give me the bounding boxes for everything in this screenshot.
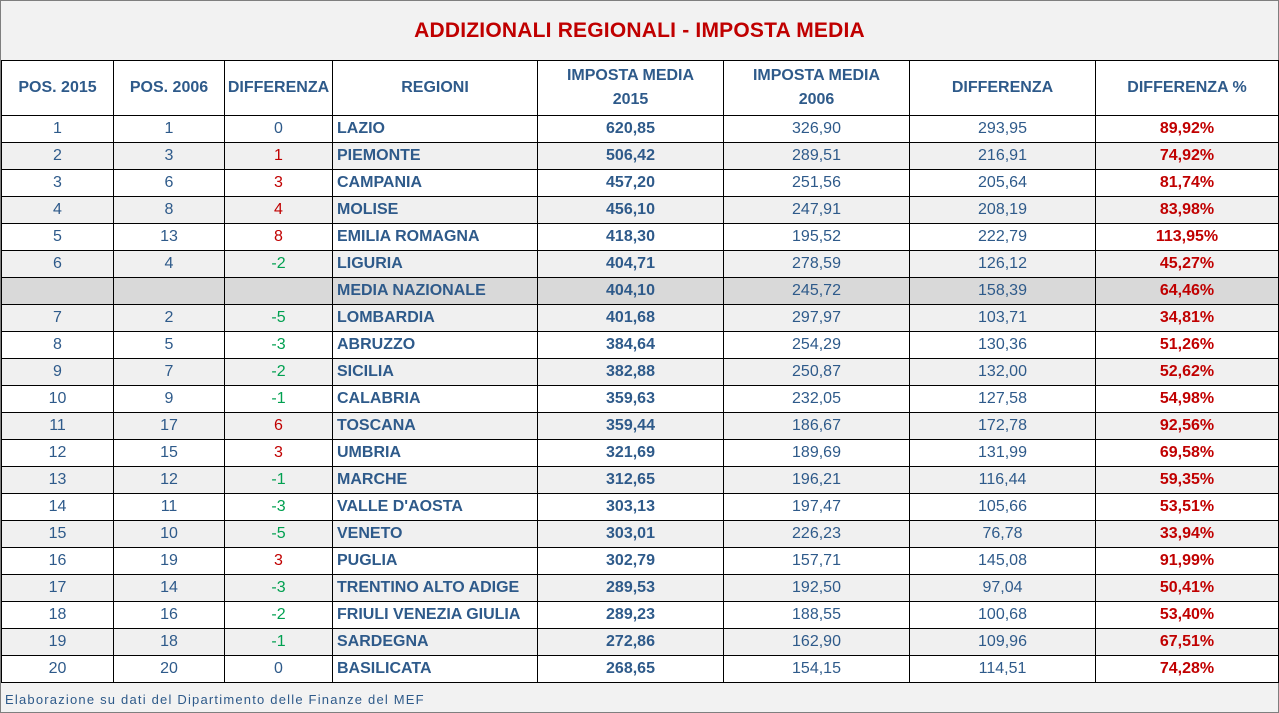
cell-pos-2015: 18 xyxy=(2,602,114,629)
cell-differenza-value: 216,91 xyxy=(910,143,1096,170)
cell-differenza-value: 145,08 xyxy=(910,548,1096,575)
cell-differenza-pos: 0 xyxy=(225,116,333,143)
cell-region: BASILICATA xyxy=(333,656,538,683)
cell-imposta-2006: 154,15 xyxy=(724,656,910,683)
cell-differenza-pos: -2 xyxy=(225,359,333,386)
cell-imposta-2006: 157,71 xyxy=(724,548,910,575)
header-imposta-2006 xyxy=(724,61,910,116)
cell-pos-2015: 14 xyxy=(2,494,114,521)
cell-differenza-pos: -3 xyxy=(225,575,333,602)
cell-region: EMILIA ROMAGNA xyxy=(333,224,538,251)
table-row xyxy=(2,197,1279,224)
cell-imposta-2006: 250,87 xyxy=(724,359,910,386)
cell-differenza-percent: 64,46% xyxy=(1096,278,1279,305)
cell-imposta-2015: 620,85 xyxy=(538,116,724,143)
cell-pos-2015: 13 xyxy=(2,467,114,494)
cell-imposta-2015: 359,63 xyxy=(538,386,724,413)
cell-region: PUGLIA xyxy=(333,548,538,575)
cell-differenza-percent: 67,51% xyxy=(1096,629,1279,656)
cell-pos-2006: 6 xyxy=(114,170,225,197)
cell-imposta-2015: 456,10 xyxy=(538,197,724,224)
cell-imposta-2015: 312,65 xyxy=(538,467,724,494)
cell-differenza-value: 116,44 xyxy=(910,467,1096,494)
cell-differenza-pos: -5 xyxy=(225,305,333,332)
header-pos-2006: POS. 2006 xyxy=(114,61,225,116)
cell-differenza-value: 97,04 xyxy=(910,575,1096,602)
cell-differenza-percent: 91,99% xyxy=(1096,548,1279,575)
cell-imposta-2006: 251,56 xyxy=(724,170,910,197)
regional-tax-table xyxy=(1,60,1279,683)
cell-imposta-2015: 302,79 xyxy=(538,548,724,575)
cell-region: ABRUZZO xyxy=(333,332,538,359)
cell-differenza-percent: 92,56% xyxy=(1096,413,1279,440)
cell-differenza-percent: 74,92% xyxy=(1096,143,1279,170)
cell-differenza-percent: 89,92% xyxy=(1096,116,1279,143)
cell-pos-2015: 17 xyxy=(2,575,114,602)
cell-differenza-value: 132,00 xyxy=(910,359,1096,386)
cell-region: CALABRIA xyxy=(333,386,538,413)
cell-region: VENETO xyxy=(333,521,538,548)
cell-differenza-pos: -3 xyxy=(225,494,333,521)
cell-pos-2015: 5 xyxy=(2,224,114,251)
cell-differenza-pos: 3 xyxy=(225,170,333,197)
table-row xyxy=(2,413,1279,440)
cell-imposta-2015: 321,69 xyxy=(538,440,724,467)
cell-pos-2015: 8 xyxy=(2,332,114,359)
cell-pos-2006: 17 xyxy=(114,413,225,440)
cell-imposta-2006: 289,51 xyxy=(724,143,910,170)
header-row xyxy=(2,61,1279,116)
header-differenza-pos: DIFFERENZA xyxy=(225,61,333,116)
cell-pos-2006: 2 xyxy=(114,305,225,332)
cell-imposta-2006: 186,67 xyxy=(724,413,910,440)
table-row xyxy=(2,359,1279,386)
cell-pos-2015: 12 xyxy=(2,440,114,467)
table-row xyxy=(2,332,1279,359)
cell-differenza-value: 131,99 xyxy=(910,440,1096,467)
media-nazionale-row xyxy=(2,278,1279,305)
cell-differenza-percent: 51,26% xyxy=(1096,332,1279,359)
cell-imposta-2015: 382,88 xyxy=(538,359,724,386)
cell-imposta-2006: 162,90 xyxy=(724,629,910,656)
cell-region: SARDEGNA xyxy=(333,629,538,656)
cell-imposta-2015: 401,68 xyxy=(538,305,724,332)
table-row xyxy=(2,656,1279,683)
cell-pos-2006: 14 xyxy=(114,575,225,602)
table-row xyxy=(2,386,1279,413)
table-row xyxy=(2,170,1279,197)
cell-imposta-2015: 418,30 xyxy=(538,224,724,251)
table-row xyxy=(2,116,1279,143)
cell-imposta-2006: 278,59 xyxy=(724,251,910,278)
cell-imposta-2006: 247,91 xyxy=(724,197,910,224)
table-row xyxy=(2,629,1279,656)
header-imposta-2015-line1: IMPOSTA MEDIA xyxy=(566,67,695,84)
cell-pos-2015: 15 xyxy=(2,521,114,548)
cell-pos-2015: 10 xyxy=(2,386,114,413)
cell-pos-2006: 11 xyxy=(114,494,225,521)
cell-differenza-percent: 81,74% xyxy=(1096,170,1279,197)
table-row xyxy=(2,224,1279,251)
cell-imposta-2015: 506,42 xyxy=(538,143,724,170)
cell-pos-2006: 7 xyxy=(114,359,225,386)
cell-imposta-2015: 303,13 xyxy=(538,494,724,521)
cell-differenza-percent: 74,28% xyxy=(1096,656,1279,683)
cell-differenza-pos: -1 xyxy=(225,467,333,494)
cell-region: MEDIA NAZIONALE xyxy=(333,278,538,305)
cell-pos-2006: 5 xyxy=(114,332,225,359)
cell-imposta-2006: 189,69 xyxy=(724,440,910,467)
cell-differenza-percent: 33,94% xyxy=(1096,521,1279,548)
cell-differenza-value: 103,71 xyxy=(910,305,1096,332)
cell-differenza-percent: 52,62% xyxy=(1096,359,1279,386)
cell-pos-2015: 9 xyxy=(2,359,114,386)
cell-imposta-2006: 226,23 xyxy=(724,521,910,548)
cell-pos-2006: 13 xyxy=(114,224,225,251)
cell-differenza-percent: 59,35% xyxy=(1096,467,1279,494)
cell-differenza-pos: 4 xyxy=(225,197,333,224)
cell-differenza-value: 222,79 xyxy=(910,224,1096,251)
cell-pos-2006: 20 xyxy=(114,656,225,683)
table-row xyxy=(2,467,1279,494)
cell-pos-2006: 12 xyxy=(114,467,225,494)
cell-differenza-value: 130,36 xyxy=(910,332,1096,359)
cell-differenza-value: 158,39 xyxy=(910,278,1096,305)
cell-pos-2006: 16 xyxy=(114,602,225,629)
cell-imposta-2006: 326,90 xyxy=(724,116,910,143)
cell-differenza-pos: -1 xyxy=(225,386,333,413)
cell-pos-2006: 9 xyxy=(114,386,225,413)
cell-pos-2015: 11 xyxy=(2,413,114,440)
cell-differenza-percent: 45,27% xyxy=(1096,251,1279,278)
source-note: Elaborazione su dati del Dipartimento delle Finanze del MEF xyxy=(1,686,1278,712)
cell-differenza-value: 127,58 xyxy=(910,386,1096,413)
header-differenza-percent: DIFFERENZA % xyxy=(1096,61,1279,116)
cell-differenza-percent: 34,81% xyxy=(1096,305,1279,332)
cell-differenza-value: 76,78 xyxy=(910,521,1096,548)
cell-differenza-percent: 50,41% xyxy=(1096,575,1279,602)
cell-differenza-percent: 53,51% xyxy=(1096,494,1279,521)
cell-pos-2015: 3 xyxy=(2,170,114,197)
cell-pos-2015: 19 xyxy=(2,629,114,656)
cell-pos-2006: 10 xyxy=(114,521,225,548)
table-row xyxy=(2,521,1279,548)
cell-differenza-percent: 113,95% xyxy=(1096,224,1279,251)
cell-region: TOSCANA xyxy=(333,413,538,440)
cell-region: LAZIO xyxy=(333,116,538,143)
cell-pos-2015: 6 xyxy=(2,251,114,278)
cell-region: FRIULI VENEZIA GIULIA xyxy=(333,602,538,629)
cell-pos-2015: 7 xyxy=(2,305,114,332)
cell-imposta-2015: 303,01 xyxy=(538,521,724,548)
cell-differenza-value: 172,78 xyxy=(910,413,1096,440)
cell-differenza-value: 126,12 xyxy=(910,251,1096,278)
header-pos-2015: POS. 2015 xyxy=(2,61,114,116)
header-imposta-2006-line1: IMPOSTA MEDIA xyxy=(752,67,881,84)
cell-imposta-2015: 289,23 xyxy=(538,602,724,629)
cell-differenza-pos: 6 xyxy=(225,413,333,440)
cell-differenza-value: 109,96 xyxy=(910,629,1096,656)
cell-imposta-2006: 195,52 xyxy=(724,224,910,251)
cell-imposta-2006: 197,47 xyxy=(724,494,910,521)
cell-differenza-pos: 0 xyxy=(225,656,333,683)
cell-differenza-pos: -3 xyxy=(225,332,333,359)
cell-imposta-2015: 289,53 xyxy=(538,575,724,602)
cell-differenza-percent: 83,98% xyxy=(1096,197,1279,224)
cell-pos-2015 xyxy=(2,278,114,305)
table-row xyxy=(2,575,1279,602)
cell-region: UMBRIA xyxy=(333,440,538,467)
cell-differenza-pos: 8 xyxy=(225,224,333,251)
cell-pos-2006 xyxy=(114,278,225,305)
cell-region: TRENTINO ALTO ADIGE xyxy=(333,575,538,602)
cell-differenza-value: 100,68 xyxy=(910,602,1096,629)
cell-region: CAMPANIA xyxy=(333,170,538,197)
table-row xyxy=(2,494,1279,521)
cell-pos-2015: 16 xyxy=(2,548,114,575)
cell-differenza-pos: -2 xyxy=(225,602,333,629)
cell-pos-2015: 1 xyxy=(2,116,114,143)
cell-region: VALLE D'AOSTA xyxy=(333,494,538,521)
cell-region: MARCHE xyxy=(333,467,538,494)
cell-imposta-2015: 457,20 xyxy=(538,170,724,197)
cell-imposta-2015: 359,44 xyxy=(538,413,724,440)
header-differenza-value: DIFFERENZA xyxy=(910,61,1096,116)
table-row xyxy=(2,602,1279,629)
table-row xyxy=(2,143,1279,170)
cell-imposta-2015: 272,86 xyxy=(538,629,724,656)
cell-imposta-2006: 297,97 xyxy=(724,305,910,332)
header-imposta-2015 xyxy=(538,61,724,116)
cell-region: PIEMONTE xyxy=(333,143,538,170)
cell-differenza-percent: 54,98% xyxy=(1096,386,1279,413)
cell-region: MOLISE xyxy=(333,197,538,224)
cell-imposta-2006: 254,29 xyxy=(724,332,910,359)
cell-imposta-2015: 384,64 xyxy=(538,332,724,359)
cell-differenza-value: 208,19 xyxy=(910,197,1096,224)
cell-differenza-pos: -1 xyxy=(225,629,333,656)
cell-pos-2015: 2 xyxy=(2,143,114,170)
cell-pos-2006: 1 xyxy=(114,116,225,143)
cell-pos-2006: 15 xyxy=(114,440,225,467)
header-imposta-2006-line2: 2006 xyxy=(798,91,835,108)
cell-imposta-2006: 196,21 xyxy=(724,467,910,494)
cell-differenza-pos: 1 xyxy=(225,143,333,170)
cell-differenza-value: 205,64 xyxy=(910,170,1096,197)
cell-imposta-2015: 268,65 xyxy=(538,656,724,683)
table-row xyxy=(2,440,1279,467)
cell-differenza-percent: 53,40% xyxy=(1096,602,1279,629)
cell-differenza-value: 105,66 xyxy=(910,494,1096,521)
cell-differenza-pos: 3 xyxy=(225,548,333,575)
cell-imposta-2006: 232,05 xyxy=(724,386,910,413)
cell-pos-2015: 20 xyxy=(2,656,114,683)
cell-pos-2006: 8 xyxy=(114,197,225,224)
cell-region: LOMBARDIA xyxy=(333,305,538,332)
header-regioni: REGIONI xyxy=(333,61,538,116)
table-title: ADDIZIONALI REGIONALI - IMPOSTA MEDIA xyxy=(1,1,1278,61)
cell-pos-2006: 19 xyxy=(114,548,225,575)
cell-imposta-2015: 404,71 xyxy=(538,251,724,278)
cell-imposta-2006: 188,55 xyxy=(724,602,910,629)
cell-region: LIGURIA xyxy=(333,251,538,278)
table-row xyxy=(2,251,1279,278)
cell-region: SICILIA xyxy=(333,359,538,386)
cell-imposta-2015: 404,10 xyxy=(538,278,724,305)
cell-differenza-pos: -5 xyxy=(225,521,333,548)
table-row xyxy=(2,305,1279,332)
cell-pos-2006: 18 xyxy=(114,629,225,656)
cell-differenza-pos: -2 xyxy=(225,251,333,278)
table-body xyxy=(2,116,1279,683)
cell-imposta-2006: 245,72 xyxy=(724,278,910,305)
cell-differenza-value: 114,51 xyxy=(910,656,1096,683)
cell-pos-2006: 4 xyxy=(114,251,225,278)
cell-differenza-percent: 69,58% xyxy=(1096,440,1279,467)
table-row xyxy=(2,548,1279,575)
cell-imposta-2006: 192,50 xyxy=(724,575,910,602)
cell-differenza-pos: 3 xyxy=(225,440,333,467)
cell-pos-2006: 3 xyxy=(114,143,225,170)
cell-pos-2015: 4 xyxy=(2,197,114,224)
cell-differenza-value: 293,95 xyxy=(910,116,1096,143)
cell-differenza-pos xyxy=(225,278,333,305)
header-imposta-2015-line2: 2015 xyxy=(612,91,649,108)
